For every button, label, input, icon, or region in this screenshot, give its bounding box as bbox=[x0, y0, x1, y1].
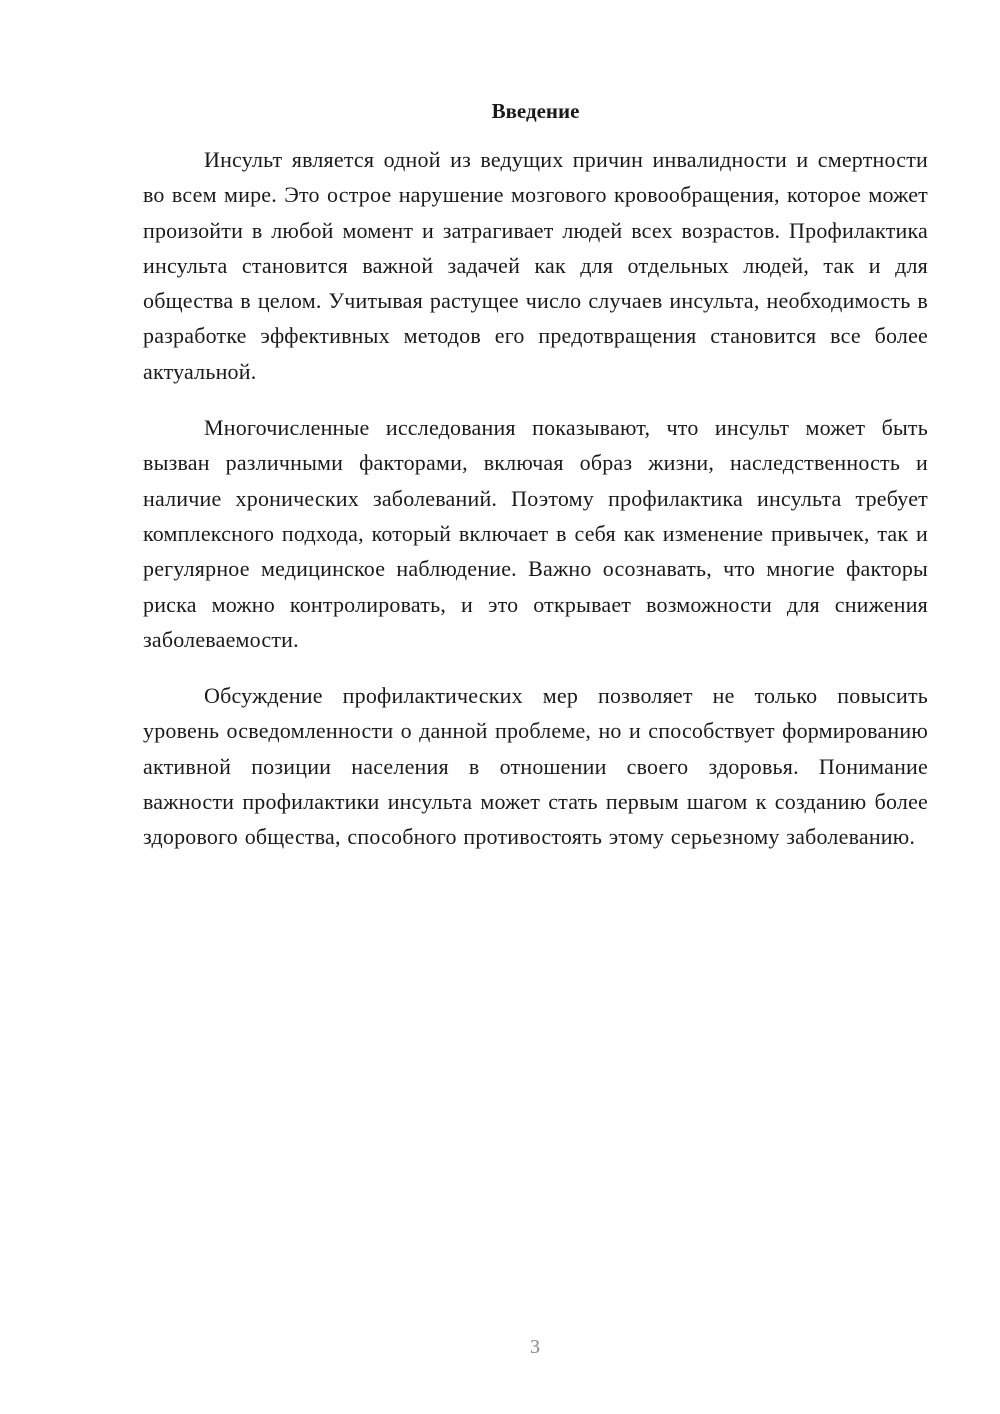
paragraph-1: Инсульт является одной из ведущих причин инвалидности и смертности во всем мире. Это острое нарушение мозгового кровообращения, которое может произойти в любой момент и затрагивает людей всех возрастов. Профилактика инсульта становится важной задачей как для отдельных людей, так и для общества в целом. Учитывая растущее число случаев инсульта, необходимость в разработке эффективных методов его предотвращения становится все более актуальной. bbox=[143, 147, 928, 384]
page-number: 3 bbox=[530, 1336, 540, 1358]
paragraph-3: Обсуждение профилактических мер позволяет не только повысить уровень осведомленности о данной проблеме, но и способствует формированию активной позиции населения в отношении своего здоровья. Понимание важности профилактики инсульта может стать первым шагом к созданию более здорового общества, способного противостоять этому серьезному заболеванию. bbox=[143, 683, 928, 850]
body-text bbox=[143, 142, 928, 876]
section-heading: Введение bbox=[491, 99, 580, 123]
paragraph-2: Многочисленные исследования показывают, что инсульт может быть вызван различными факторами, включая образ жизни, наследственность и наличие хронических заболеваний. Поэтому профилактика инсульта требует комплексного подхода, который включает в себя как изменение привычек, так и регулярное медицинское наблюдение. Важно осознавать, что многие факторы риска можно контролировать, и это открывает возможности для снижения заболеваемости. bbox=[143, 415, 928, 652]
